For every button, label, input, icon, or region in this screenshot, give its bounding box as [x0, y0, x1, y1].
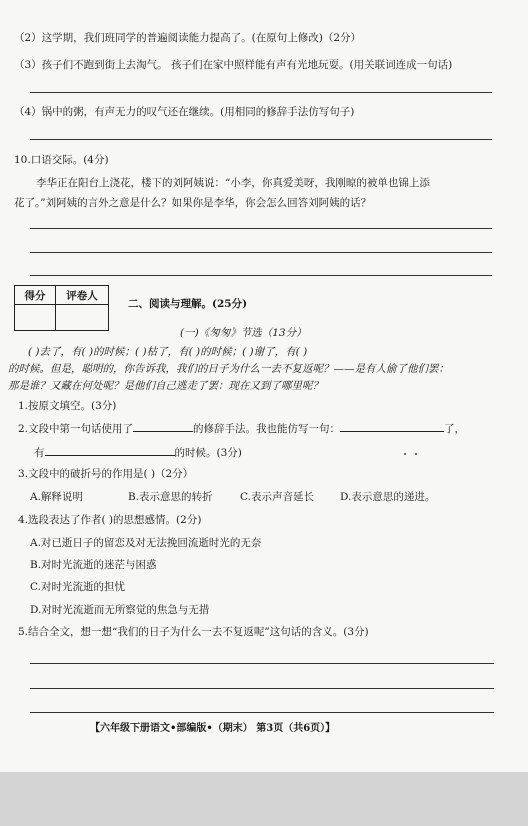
scan-background — [0, 772, 528, 826]
question-p5: 5.结合全文，想一想“我们的日子为什么一去不复返呢”这句话的含义。(3分) — [18, 626, 369, 638]
answer-line[interactable] — [30, 228, 492, 229]
question-p2-text: 有 — [34, 447, 45, 459]
grader-cell[interactable] — [56, 305, 109, 331]
answer-line[interactable] — [30, 139, 492, 140]
passage-line: 的时候。但是，聪明的，你告诉我，我们的日子为什么一去不复返呢？——是有人偷了他们罢： — [8, 363, 449, 375]
question-p2-text: 的时候。(3分) — [174, 447, 242, 459]
option-a[interactable]: A.对已逝日子的留恋及对无法挽回流逝时光的无奈 — [30, 537, 262, 549]
question-p2-text: 了， — [444, 423, 466, 435]
answer-line[interactable] — [30, 252, 492, 253]
question-10-title: 10.口语交际。(4分) — [14, 154, 109, 166]
score-header: 得分 — [15, 286, 56, 305]
option-d[interactable]: D.表示意思的递进。 — [340, 491, 436, 503]
question-4: （4）锅中的粥，有声无力的叹气还在继续。(用相同的修辞手法仿写句子) — [14, 106, 355, 118]
question-2: （2）这学期，我们班同学的普遍阅读能力提高了。(在原句上修改)（2分） — [14, 32, 362, 44]
option-c[interactable]: C.对时光流逝的担忧 — [30, 581, 125, 593]
scan-speck — [404, 453, 406, 455]
section-2-title: 二、阅读与理解。(25分) — [128, 298, 248, 310]
answer-line[interactable] — [30, 92, 492, 93]
passage-line: ( )去了，有( )的时候；( )枯了，有( )的时候；( )谢了，有( ) — [28, 346, 308, 358]
question-p3: 3.文段中的破折号的作用是( )（2分） — [18, 468, 194, 480]
question-p2-text: 的修辞手法。我也能仿写一句： — [193, 423, 341, 435]
answer-blank[interactable] — [45, 455, 175, 456]
option-d[interactable]: D.对时光流逝而无所察觉的焦急与无措 — [30, 604, 210, 616]
answer-line[interactable] — [30, 712, 494, 713]
question-p4: 4.选段表达了作者( )的思想感情。(2分) — [18, 514, 202, 526]
scan-speck — [415, 453, 417, 455]
question-p1: 1.按原文填空。(3分) — [18, 400, 117, 412]
answer-blank[interactable] — [340, 431, 444, 432]
answer-line[interactable] — [30, 663, 494, 664]
question-3: （3）孩子们不跑到街上去淘气。 孩子们在家中照样能有声有光地玩耍。(用关联词连成一句话) — [14, 59, 453, 71]
question-10-text: 李华正在阳台上浇花，楼下的刘阿姨说：“小李，你真爱美呀，我刚晾的被单也锦上添 — [36, 177, 430, 189]
page-footer: 【六年级下册语文•部编版•（期末） 第3页（共6页）】 — [90, 723, 336, 734]
score-cell[interactable] — [15, 305, 56, 331]
question-10-text: 花了。”刘阿姨的言外之意是什么？如果你是李华，你会怎么回答刘阿姨的话？ — [14, 197, 372, 209]
score-table — [14, 285, 109, 331]
question-p2-cont — [34, 446, 242, 460]
question-p2-text: 2.文段中第一句话使用了 — [18, 423, 134, 435]
grader-header: 评卷人 — [56, 286, 109, 305]
answer-line[interactable] — [30, 688, 494, 689]
option-b[interactable]: B.表示意思的转折 — [128, 491, 213, 503]
passage-line: 那是谁？又藏在何处呢？是他们自己逃走了罢：现在又到了哪里呢？ — [8, 380, 323, 392]
option-a[interactable]: A.解释说明 — [30, 491, 83, 503]
option-c[interactable]: C.表示声音延长 — [240, 491, 314, 503]
answer-line[interactable] — [30, 275, 492, 276]
answer-blank[interactable] — [133, 431, 193, 432]
question-p2 — [18, 422, 465, 436]
option-b[interactable]: B.对时光流逝的迷茫与困惑 — [30, 559, 157, 571]
passage-title: (一)《匆匆》节选（13分） — [180, 327, 307, 339]
